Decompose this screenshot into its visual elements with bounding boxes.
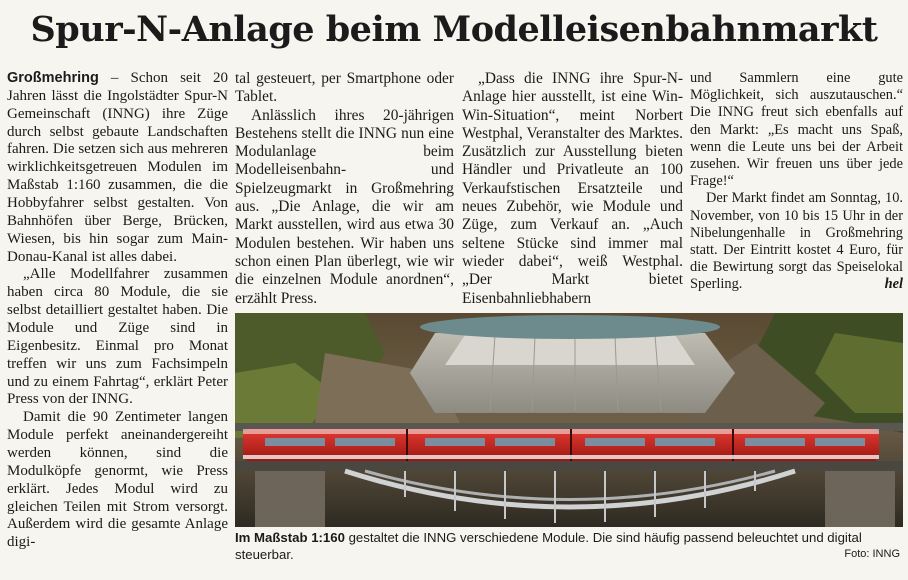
photo-credit: Foto: INNG [844,548,900,560]
column-3 [462,70,683,310]
paragraph-8 [690,190,903,293]
headline: Spur-N-Anlage beim Modelleisenbahnmarkt [30,9,878,50]
photo-caption [235,529,903,563]
paragraph-4: tal gesteuert, per Smartphone oder Tablet. [235,70,454,106]
paragraph-6: „Dass die INNG ihre Spur-N-Anlage hier ausstellt, ist eine Win-Win-Situation“, meint Norbert Westphal, Veranstalter des Marktes. Zusätzlich zur Ausstellung bieten Händler und Privatleute an 100 Verkaufstischen Ersatzteile und neues Zubehör, wie Module und Züge, zum Verkauf an. „Auch seltene Stücke sind immer mal wieder dabei“, weiß Westphal. „Der Markt bietet Eisenbahnliebhabern [462,70,683,307]
dateline-kicker: Großmehring [7,70,99,86]
paragraph-1-text: – Schon seit 20 Jahren lässt die Ingolstädter Spur-N Gemeinschaft (INNG) ihre Züge durch selbst gebaute Landschaften fahren. Die setzen sich aus mehreren wirklichkeitsgetreuen Modulen im Maßstab 1:160 zusammen, die die Hobbyfahrer selbst gestalten. Von Bahnhöfen über Berge, Brücken, Wiesen, bis hin sogar zum Main-Donau-Kanal ist alles dabei. [7,70,228,265]
column-2 [235,70,454,310]
author-initials: hel [884,276,903,293]
column-1 [7,70,228,575]
paragraph-5: Anlässlich ihres 20-jährigen Bestehens stellt die INNG nun eine Modulanlage beim Modelleisenbahn- und Spielzeugmarkt in Großmehring aus. „Die Anlage, die wir am Markt ausstellen, wird aus etwa 30 Modulen bestehen. Wir haben uns schon einen Plan überlegt, wie wir die einzelnen Module anordnen“, erzählt Press. [235,106,454,307]
paragraph-7: und Sammlern eine gute Möglichkeit, sich auszutauschen.“ Die INNG freut sich ebenfalls auf den Markt: „Es macht uns Spaß, wenn die Leute uns bei der Arbeit zusehen. Wir freuen uns über jede Frage!“ [690,70,903,190]
paragraph-2: „Alle Modellfahrer zusammen haben circa 80 Module, die sie selbst detailliert gestaltet haben. Die Module und Züge sind in Eigenbesitz. Einmal pro Monat treffen wir uns zum Fachsimpeln und zu einem Fahrtag“, erklärt Peter Press von der INNG. [7,266,228,408]
column-4 [690,70,903,310]
paragraph-1 [7,70,228,266]
paragraph-8-text: Der Markt findet am Sonntag, 10. November, von 10 bis 15 Uhr in der Nibelungenhalle in Großmehring statt. Der Eintritt kostet 4 Euro, für die Bewirtung sorgt das Speiselokal Sperling. [690,190,903,293]
paragraph-3: Damit die 90 Zentimeter langen Module perfekt aneinandergereiht werden können, sind die Modulköpfe genormt, wie Press erklärt. Jedes Modul wird zu gleichen Teilen mit Strom versorgt. Außerdem wird die gesamte Anlage digi- [7,409,228,551]
caption-text: gestaltet die INNG verschiedene Module. Die sind häufig passend beleuchtet und digital steuerbar. [235,530,862,562]
model-railway-photo [235,313,903,527]
caption-lead: Im Maßstab 1:160 [235,530,345,545]
